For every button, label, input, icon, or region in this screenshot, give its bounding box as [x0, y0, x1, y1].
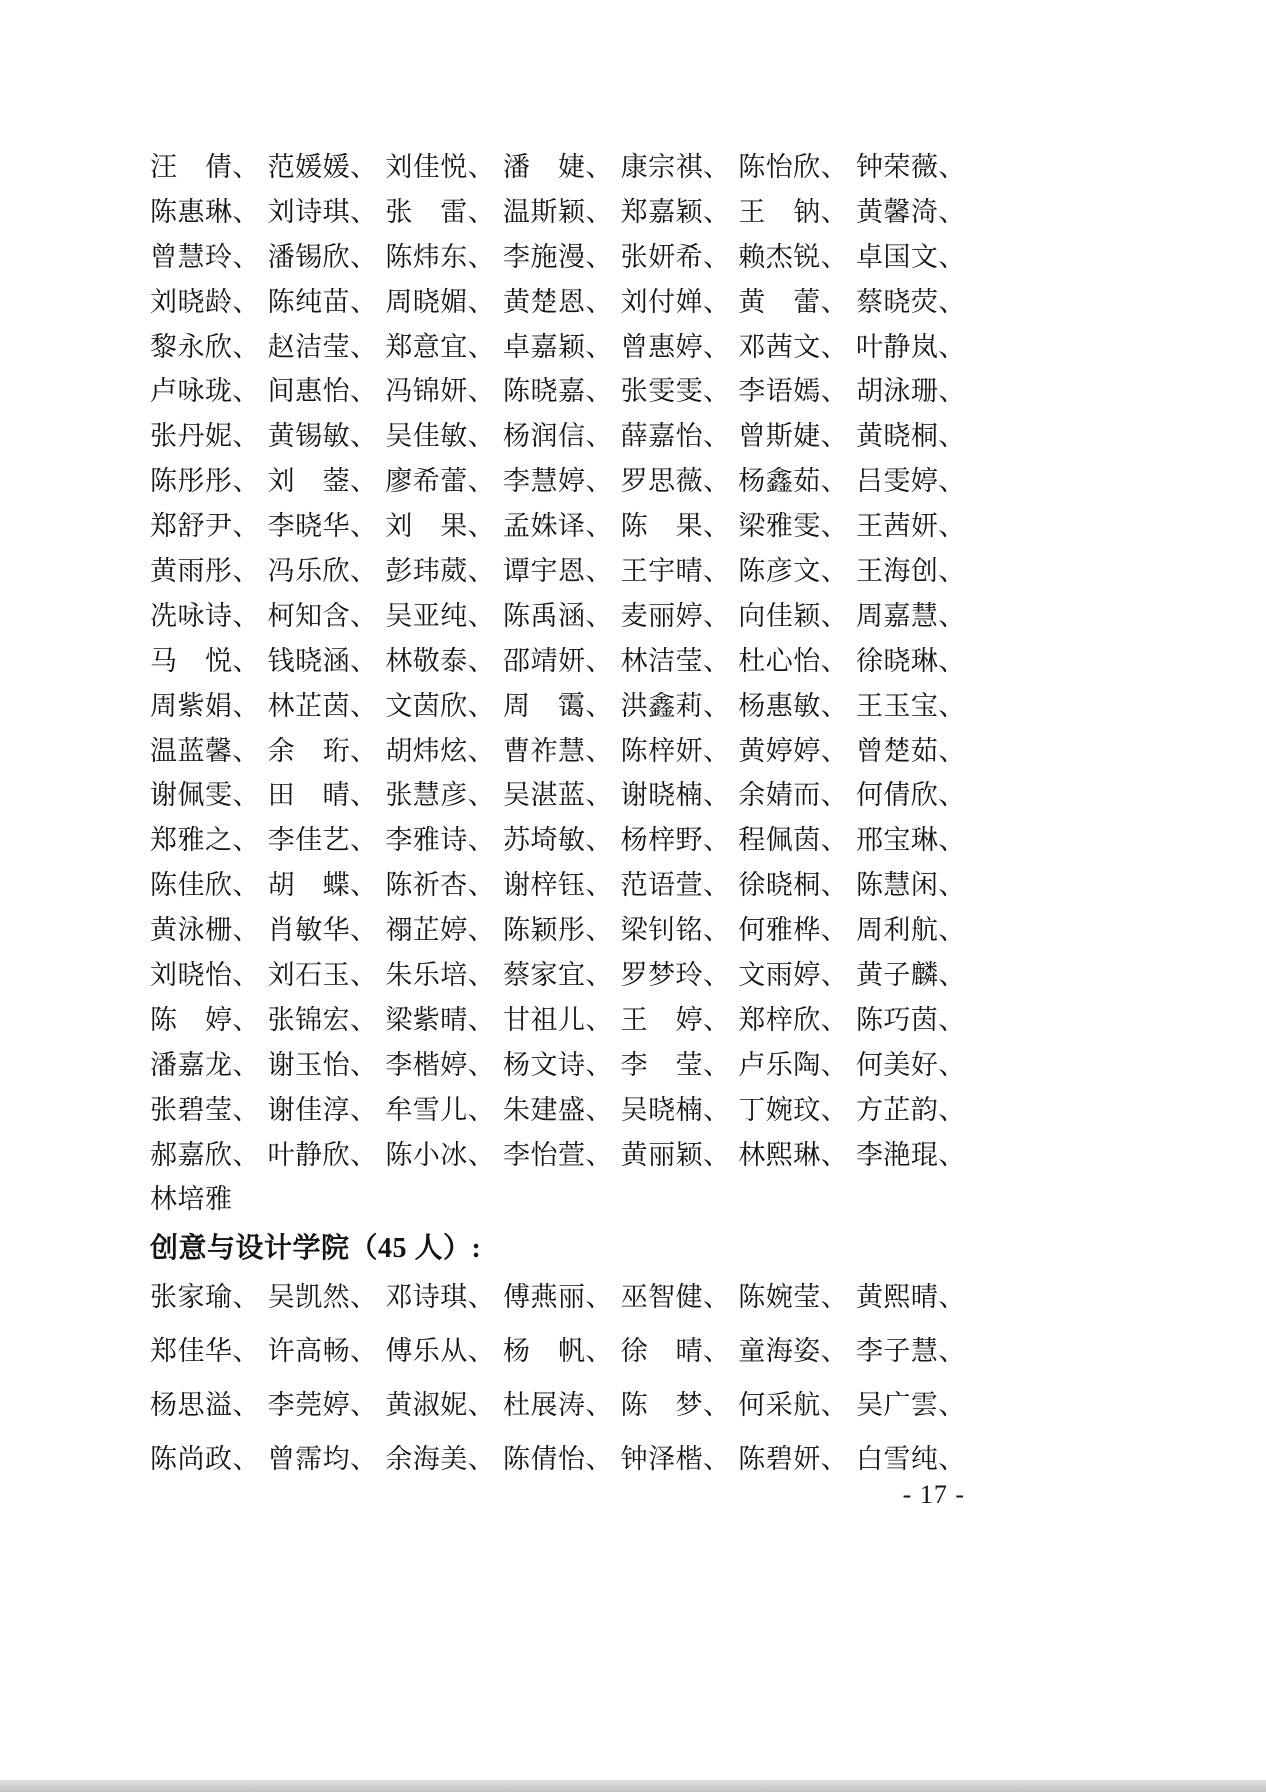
student-name: 陈巧茵、 [855, 1004, 966, 1035]
student-name: 王 婷、 [620, 1004, 731, 1035]
student-name: 何雅桦、 [738, 915, 849, 946]
student-name: 刘付婵、 [620, 286, 731, 317]
roster-row [150, 1324, 966, 1378]
student-name: 杨文诗、 [502, 1049, 613, 1080]
student-name: 何美好、 [855, 1049, 966, 1080]
student-name: 林洁莹、 [620, 645, 731, 676]
student-name: 谢晓楠、 [620, 780, 731, 811]
student-name: 黄馨渏、 [855, 196, 966, 227]
student-name: 林培雅 [150, 1184, 233, 1215]
student-name: 陈佳欣、 [150, 870, 260, 901]
student-name: 刘晓龄、 [150, 286, 260, 317]
roster-row [150, 998, 966, 1043]
roster-row [150, 459, 966, 504]
student-name: 梁紫晴、 [385, 1004, 496, 1035]
student-name: 曾惠婷、 [620, 331, 731, 362]
roster-row [150, 639, 966, 684]
student-name: 白雪纯、 [855, 1443, 966, 1474]
student-name: 柯知含、 [267, 600, 378, 631]
student-name: 陈 果、 [620, 511, 731, 542]
student-name: 张锦宏、 [267, 1004, 378, 1035]
student-name: 刘佳悦、 [385, 151, 496, 182]
student-name: 陈慧闲、 [855, 870, 966, 901]
student-name: 黄熙晴、 [855, 1281, 966, 1312]
student-name: 丁婉玟、 [738, 1094, 849, 1125]
student-name: 王海创、 [855, 555, 966, 586]
student-name: 傅乐从、 [385, 1335, 496, 1366]
student-name: 郑嘉颖、 [620, 196, 731, 227]
student-name: 王宇晴、 [620, 555, 731, 586]
student-name: 卓嘉颖、 [502, 331, 613, 362]
student-name: 傅燕丽、 [502, 1281, 613, 1312]
roster-row [150, 369, 966, 414]
student-name: 向佳颖、 [738, 600, 849, 631]
student-name: 周紫娟、 [150, 690, 260, 721]
student-name: 温斯颖、 [502, 196, 613, 227]
student-name: 杨鑫茹、 [738, 466, 849, 497]
student-name: 范媛媛、 [267, 151, 378, 182]
student-name: 陈碧妍、 [738, 1443, 849, 1474]
student-name: 徐晓琳、 [855, 645, 966, 676]
student-name: 谢梓钰、 [502, 870, 613, 901]
roster-row [150, 1432, 966, 1486]
student-name: 杨思溢、 [150, 1389, 260, 1420]
student-name: 陈晓嘉、 [502, 376, 613, 407]
roster-row [150, 1177, 966, 1222]
student-name: 陈颖彤、 [502, 915, 613, 946]
student-name: 郑梓欣、 [738, 1004, 849, 1035]
student-name: 卓国文、 [855, 241, 966, 272]
roster-row [150, 908, 966, 953]
student-name: 杜心怡、 [738, 645, 849, 676]
student-name: 徐 晴、 [620, 1335, 731, 1366]
student-name: 陈纯苗、 [267, 286, 378, 317]
roster-row [150, 1133, 966, 1178]
student-name: 陈怡欣、 [738, 151, 849, 182]
student-name: 曹祚慧、 [502, 735, 613, 766]
student-name: 童海姿、 [738, 1335, 849, 1366]
student-name: 吴亚纯、 [385, 600, 496, 631]
student-name: 牟雪儿、 [385, 1094, 496, 1125]
student-name: 陈祈杏、 [385, 870, 496, 901]
student-name: 陈婉莹、 [738, 1281, 849, 1312]
student-name: 潘锡欣、 [267, 241, 378, 272]
student-name: 陈惠琳、 [150, 196, 260, 227]
roster-row [150, 863, 966, 908]
student-name: 文茵欣、 [385, 690, 496, 721]
student-name: 陈倩怡、 [502, 1443, 613, 1474]
student-name: 杜展涛、 [502, 1389, 613, 1420]
student-name: 杨润信、 [502, 421, 613, 452]
student-name: 程佩茵、 [738, 825, 849, 856]
student-name: 卢咏珑、 [150, 376, 260, 407]
student-name: 朱乐培、 [385, 959, 496, 990]
student-name: 余婧而、 [738, 780, 849, 811]
student-name: 李施漫、 [502, 241, 613, 272]
student-name: 黎永欣、 [150, 331, 260, 362]
student-name: 黄雨彤、 [150, 555, 260, 586]
roster-row [150, 1088, 966, 1133]
student-name: 孟姝译、 [502, 511, 613, 542]
student-name: 薛嘉怡、 [620, 421, 731, 452]
roster-row [150, 1378, 966, 1432]
student-name: 胡炜炫、 [385, 735, 496, 766]
student-name: 李语嫣、 [738, 376, 849, 407]
student-name: 王 钠、 [738, 196, 849, 227]
student-name: 李雅诗、 [385, 825, 496, 856]
student-name: 马 悦、 [150, 645, 260, 676]
student-name: 赖杰锐、 [738, 241, 849, 272]
student-name: 王玉宝、 [855, 690, 966, 721]
student-name: 郑舒尹、 [150, 511, 260, 542]
student-name: 曾楚茹、 [855, 735, 966, 766]
student-name: 胡 蝶、 [267, 870, 378, 901]
student-name: 梁钊铭、 [620, 915, 731, 946]
name-roster-design-college [150, 1270, 966, 1486]
student-name: 郝嘉欣、 [150, 1139, 260, 1170]
student-name: 刘诗琪、 [267, 196, 378, 227]
student-name: 吴晓楠、 [620, 1094, 731, 1125]
student-name: 温蓝馨、 [150, 735, 260, 766]
student-name: 杨惠敏、 [738, 690, 849, 721]
student-name: 李 莹、 [620, 1049, 731, 1080]
student-name: 苏埼敏、 [502, 825, 613, 856]
student-name: 张 雷、 [385, 196, 496, 227]
student-name: 李楷婷、 [385, 1049, 496, 1080]
student-name: 吕雯婷、 [855, 466, 966, 497]
student-name: 郑意宜、 [385, 331, 496, 362]
student-name: 黄淑妮、 [385, 1389, 496, 1420]
student-name: 梁雅雯、 [738, 511, 849, 542]
student-name: 钱晓涵、 [267, 645, 378, 676]
student-name: 卢乐陶、 [738, 1049, 849, 1080]
roster-row [150, 504, 966, 549]
student-name: 李慧婷、 [502, 466, 613, 497]
student-name: 李晓华、 [267, 511, 378, 542]
student-name: 曾斯婕、 [738, 421, 849, 452]
student-name: 黄泳栅、 [150, 915, 260, 946]
student-name: 甘祖儿、 [502, 1004, 613, 1035]
roster-row [150, 235, 966, 280]
student-name: 赵洁莹、 [267, 331, 378, 362]
student-name: 张雯雯、 [620, 376, 731, 407]
roster-row [150, 280, 966, 325]
page-number: - 17 - [902, 1480, 965, 1509]
student-name: 刘晓怡、 [150, 959, 260, 990]
student-name: 郑佳华、 [150, 1335, 260, 1366]
student-name: 谢玉怡、 [267, 1049, 378, 1080]
student-name: 罗思薇、 [620, 466, 731, 497]
student-name: 林芷茵、 [267, 690, 378, 721]
student-name: 叶静欣、 [267, 1139, 378, 1170]
student-name: 潘嘉龙、 [150, 1049, 260, 1080]
student-name: 黄丽颖、 [620, 1139, 731, 1170]
student-name: 徐晓桐、 [738, 870, 849, 901]
student-name: 李佳艺、 [267, 825, 378, 856]
student-name: 黄楚恩、 [502, 286, 613, 317]
roster-row [150, 145, 966, 190]
student-name: 余海美、 [385, 1443, 496, 1474]
student-name: 何采航、 [738, 1389, 849, 1420]
student-name: 罗梦玲、 [620, 959, 731, 990]
student-name: 吴佳敏、 [385, 421, 496, 452]
student-name: 陈小冰、 [385, 1139, 496, 1170]
student-name: 陈彤彤、 [150, 466, 260, 497]
student-name: 彭玮葳、 [385, 555, 496, 586]
roster-row [150, 953, 966, 998]
roster-row [150, 325, 966, 370]
student-name: 钟泽楷、 [620, 1443, 731, 1474]
scan-edge-strip [0, 1780, 1266, 1792]
page-content [150, 145, 966, 1486]
roster-row [150, 729, 966, 774]
student-name: 黄婷婷、 [738, 735, 849, 766]
student-name: 冯锦妍、 [385, 376, 496, 407]
student-name: 李莞婷、 [267, 1389, 378, 1420]
roster-row [150, 549, 966, 594]
student-name: 文雨婷、 [738, 959, 849, 990]
roster-row [150, 1270, 966, 1324]
student-name: 张慧彦、 [385, 780, 496, 811]
student-name: 范语萱、 [620, 870, 731, 901]
student-name: 林敬泰、 [385, 645, 496, 676]
student-name: 潘 婕、 [502, 151, 613, 182]
student-name: 廖希蕾、 [385, 466, 496, 497]
student-name: 吴湛蓝、 [502, 780, 613, 811]
student-name: 周嘉慧、 [855, 600, 966, 631]
student-name: 黄 蕾、 [738, 286, 849, 317]
student-name: 陈 婷、 [150, 1004, 260, 1035]
student-name: 禤芷婷、 [385, 915, 496, 946]
student-name: 李滟琨、 [855, 1139, 966, 1170]
student-name: 张家瑜、 [150, 1281, 260, 1312]
student-name: 黄晓桐、 [855, 421, 966, 452]
student-name: 许高畅、 [267, 1335, 378, 1366]
student-name: 胡泳珊、 [855, 376, 966, 407]
section-heading: 创意与设计学院（45 人）: [150, 1233, 482, 1265]
student-name: 周利航、 [855, 915, 966, 946]
name-roster-first [150, 145, 966, 1222]
student-name: 李子慧、 [855, 1335, 966, 1366]
roster-row [150, 818, 966, 863]
student-name: 邢宝琳、 [855, 825, 966, 856]
student-name: 何倩欣、 [855, 780, 966, 811]
student-name: 张丹妮、 [150, 421, 260, 452]
student-name: 杨 帆、 [502, 1335, 613, 1366]
student-name: 刘石玉、 [267, 959, 378, 990]
student-name: 陈梓妍、 [620, 735, 731, 766]
roster-row [150, 594, 966, 639]
student-name: 杨梓野、 [620, 825, 731, 856]
student-name: 冯乐欣、 [267, 555, 378, 586]
student-name: 黄子麟、 [855, 959, 966, 990]
student-name: 吴广雲、 [855, 1389, 966, 1420]
student-name: 蔡家宜、 [502, 959, 613, 990]
student-name: 陈彦文、 [738, 555, 849, 586]
student-name: 蔡晓荧、 [855, 286, 966, 317]
student-name: 陈 梦、 [620, 1389, 731, 1420]
student-name: 曾霈均、 [267, 1443, 378, 1474]
student-name: 康宗祺、 [620, 151, 731, 182]
student-name: 曾慧玲、 [150, 241, 260, 272]
student-name: 谭宇恩、 [502, 555, 613, 586]
student-name: 李怡萱、 [502, 1139, 613, 1170]
student-name: 肖敏华、 [267, 915, 378, 946]
student-name: 邓茜文、 [738, 331, 849, 362]
student-name: 张妍希、 [620, 241, 731, 272]
student-name: 周晓媚、 [385, 286, 496, 317]
student-name: 叶静岚、 [855, 331, 966, 362]
student-name: 黄锡敏、 [267, 421, 378, 452]
student-name: 陈炜东、 [385, 241, 496, 272]
student-name: 刘 蓥、 [267, 466, 378, 497]
student-name: 陈禹涵、 [502, 600, 613, 631]
roster-row [150, 1043, 966, 1088]
student-name: 林熙琳、 [738, 1139, 849, 1170]
roster-row [150, 773, 966, 818]
student-name: 周 霭、 [502, 690, 613, 721]
student-name: 邓诗琪、 [385, 1281, 496, 1312]
student-name: 余 珩、 [267, 735, 378, 766]
roster-row [150, 684, 966, 729]
student-name: 巫智健、 [620, 1281, 731, 1312]
student-name: 洪鑫莉、 [620, 690, 731, 721]
student-name: 间惠怡、 [267, 376, 378, 407]
student-name: 郑雅之、 [150, 825, 260, 856]
student-name: 王茜妍、 [855, 511, 966, 542]
student-name: 刘 果、 [385, 511, 496, 542]
student-name: 方芷韵、 [855, 1094, 966, 1125]
student-name: 邵靖妍、 [502, 645, 613, 676]
student-name: 钟荣薇、 [855, 151, 966, 182]
student-name: 麦丽婷、 [620, 600, 731, 631]
student-name: 吴凯然、 [267, 1281, 378, 1312]
student-name: 冼咏诗、 [150, 600, 260, 631]
student-name: 朱建盛、 [502, 1094, 613, 1125]
roster-row [150, 414, 966, 459]
student-name: 汪 倩、 [150, 151, 260, 182]
roster-row [150, 190, 966, 235]
student-name: 张碧莹、 [150, 1094, 260, 1125]
student-name: 谢佩雯、 [150, 780, 260, 811]
student-name: 田 晴、 [267, 780, 378, 811]
student-name: 谢佳淳、 [267, 1094, 378, 1125]
student-name: 陈尚政、 [150, 1443, 260, 1474]
